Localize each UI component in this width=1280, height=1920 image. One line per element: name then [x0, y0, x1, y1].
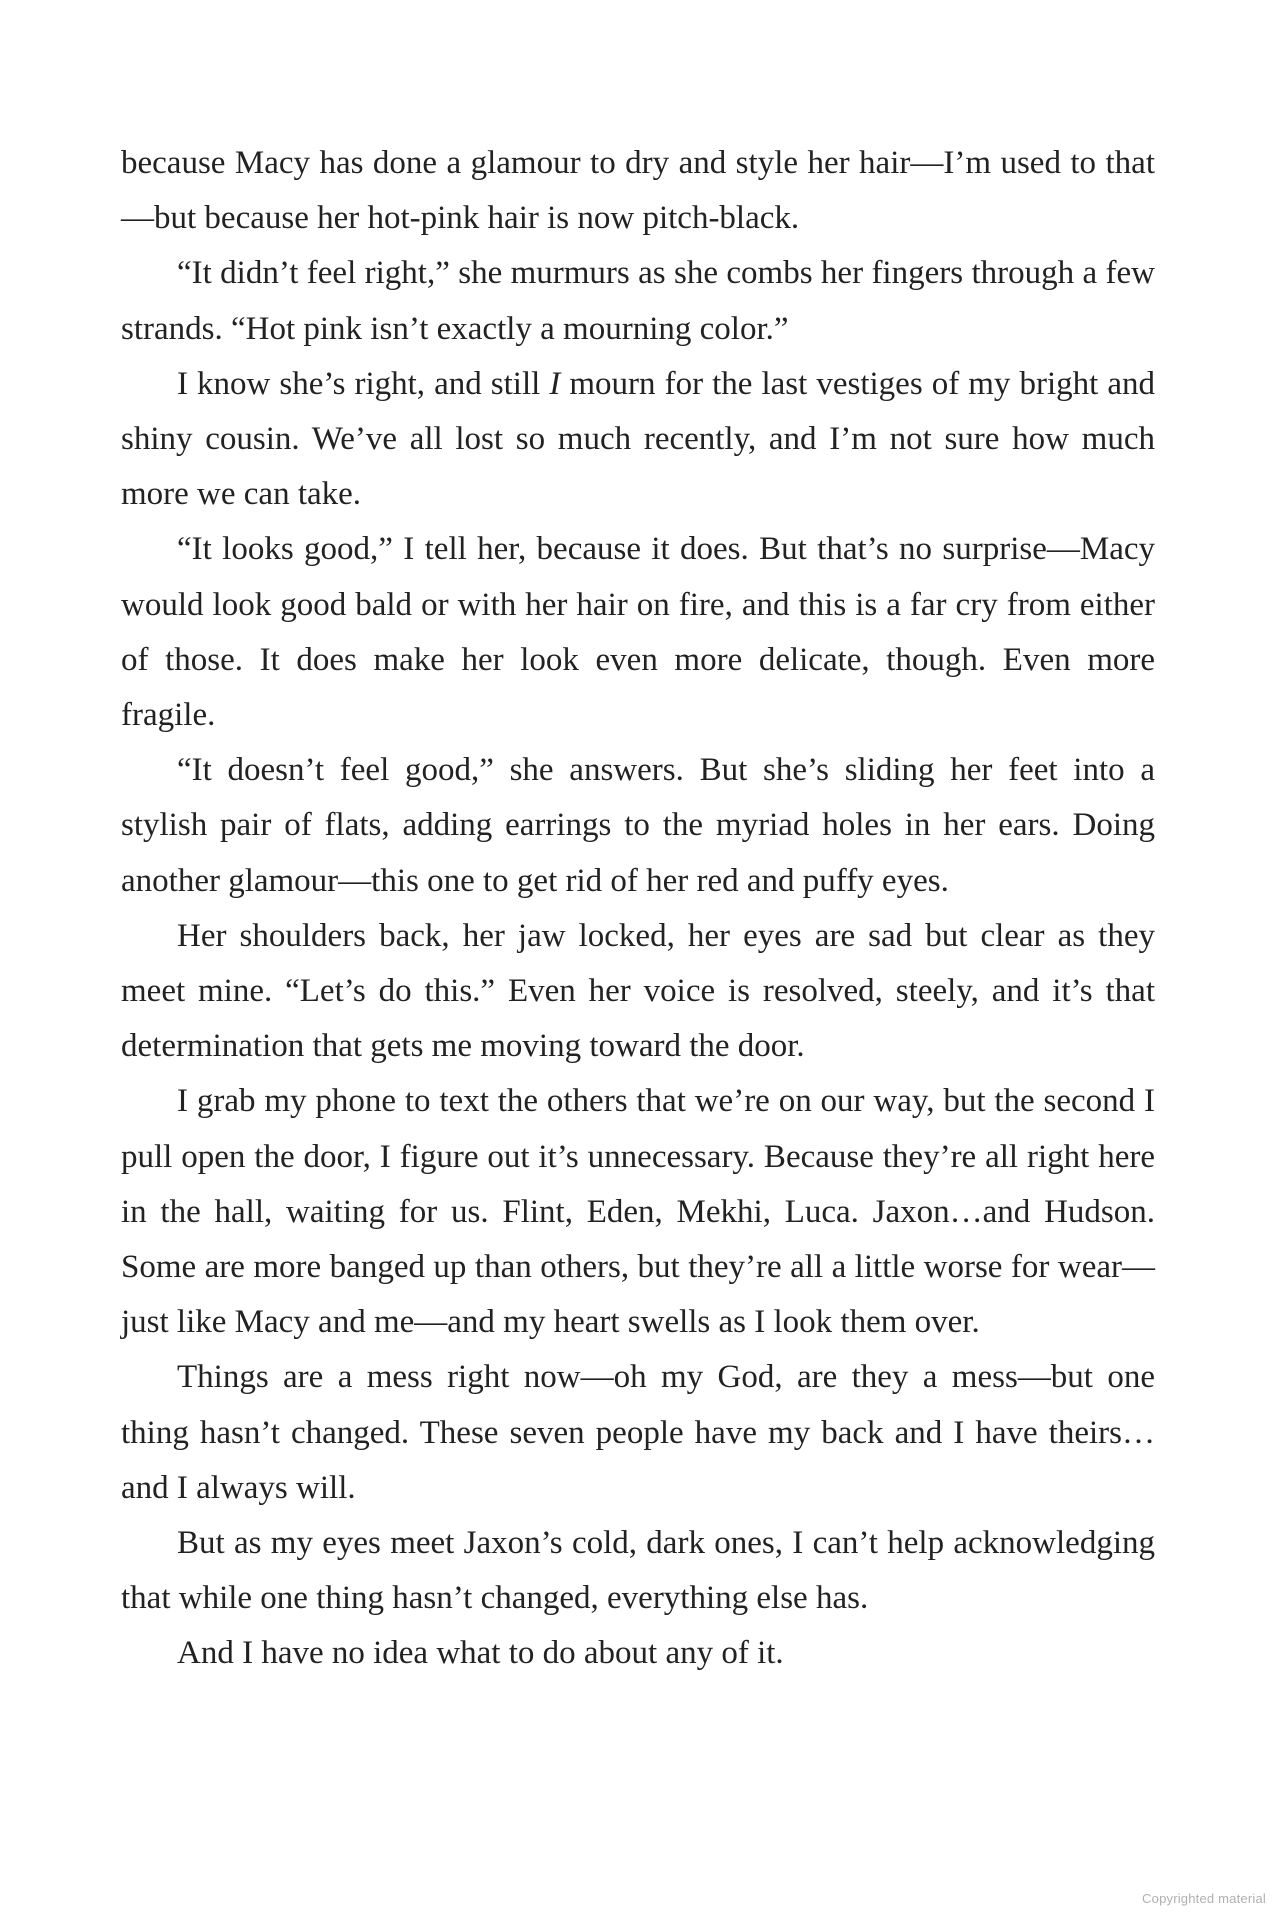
copyright-watermark: Copyrighted material: [1142, 1891, 1266, 1906]
paragraph-5: “It doesn’t feel good,” she answers. But she’s sliding her feet into a stylish pair of flats, adding earrings to the myriad holes in her ears. Doing another glamour—this one to get rid of her red and puffy eyes.: [121, 752, 1155, 899]
paragraph-6: Her shoulders back, her jaw locked, her eyes are sad but clear as they meet mine. “Let’s do this.” Even her voice is resolved, steely, and it’s that determination that gets me moving toward the door.: [121, 917, 1155, 1065]
paragraph-3-after: mourn for the last vestiges of my bright and shiny cousin. We’ve all lost so much recently, and I’m not sure how much more we can take.: [121, 365, 1155, 513]
paragraph-3-emphasis: I: [549, 365, 561, 402]
paragraph-10: And I have no idea what to do about any of it.: [177, 1635, 784, 1672]
paragraph-1: because Macy has done a glamour to dry and style her hair—I’m used to that—but because her hot-pink hair is now pitch-black.: [121, 145, 1155, 237]
paragraph-9: But as my eyes meet Jaxon’s cold, dark ones, I can’t help acknowledging that while one thing hasn’t changed, everything else has.: [121, 1525, 1155, 1617]
paragraph-3: [121, 357, 1155, 523]
book-page-text: [121, 136, 1155, 1682]
paragraph-4: “It looks good,” I tell her, because it does. But that’s no surprise—Macy would look good bald or with her hair on fire, and this is a far cry from either of those. It does make her look even more delicate, though. Even more fragile.: [121, 531, 1155, 734]
paragraph-3-before: I know she’s right, and still: [177, 365, 550, 402]
paragraph-7: I grab my phone to text the others that we’re on our way, but the second I pull open the door, I figure out it’s unnecessary. Because they’re all right here in the hall, waiting for us. Flint, Eden, Mekhi, Luca. Jaxon…and Hudson. Some are more banged up than others, but they’re all a little worse for wear—just like Macy and me—and my heart swells as I look them over.: [121, 1083, 1155, 1341]
paragraph-8: Things are a mess right now—oh my God, are they a mess—but one thing hasn’t changed. These seven people have my back and I have theirs…and I always will.: [121, 1359, 1155, 1506]
paragraph-2: “It didn’t feel right,” she murmurs as she combs her fingers through a few strands. “Hot pink isn’t exactly a mourning color.”: [121, 255, 1155, 347]
